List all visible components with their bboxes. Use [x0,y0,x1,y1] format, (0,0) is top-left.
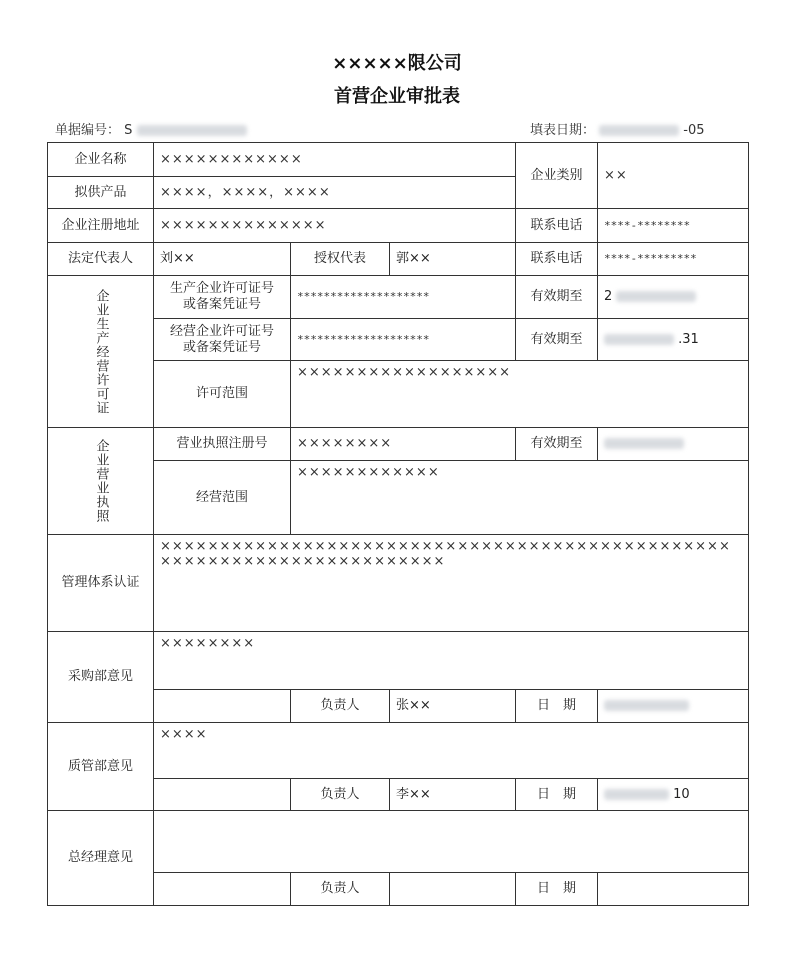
address-value: ×××××××××××××× [154,209,516,243]
gm-value [154,811,749,873]
auth-rep-value: 郭×× [390,243,516,276]
company-title: ×××××限公司 [332,53,462,74]
gm-resp-label: 负责人 [291,873,390,906]
license-section-label [48,276,154,428]
address-label: 企业注册地址 [48,209,154,243]
purchase-resp-value: 张×× [390,690,516,723]
phone-value-1: ****-******** [598,209,749,243]
biz-scope-value: ×××××××××××× [291,461,749,535]
valid-label-3: 有效期至 [516,428,598,461]
purchase-date-cell [598,690,749,723]
redacted-purchase-date [604,700,689,711]
biz-reg-value: ×××××××× [291,428,516,461]
company-type-label: 企业类别 [516,143,598,209]
company-name-label: 企业名称 [48,143,154,177]
doc-number-value: S [124,123,133,138]
valid-cell-2 [598,319,749,361]
doc-number [55,119,247,138]
op-license-label [154,319,291,361]
redacted-valid-2 [604,334,674,345]
purchase-label: 采购部意见 [48,632,154,723]
gm-date-value [598,873,749,906]
valid-cell-1 [598,276,749,319]
quality-blank [154,779,291,811]
legal-rep-value: 刘×× [154,243,291,276]
biz-reg-label: 营业执照注册号 [154,428,291,461]
quality-value: ×××× [154,723,749,779]
gm-date-label: 日 期 [516,873,598,906]
biz-scope-label: 经营范围 [154,461,291,535]
form-title: 首营企业审批表 [334,86,460,107]
op-license-value: ******************** [291,319,516,361]
purchase-value: ×××××××× [154,632,749,690]
product-label: 拟供产品 [48,177,154,209]
redacted-doc-number [137,125,247,136]
valid-label-1: 有效期至 [516,276,598,319]
quality-label: 质管部意见 [48,723,154,811]
approval-table [47,142,749,906]
license-scope-value: ×××××××××××××××××× [291,361,749,428]
op-license-line2: 或备案凭证号 [182,339,261,355]
gm-blank [154,873,291,906]
redacted-fill-date [599,125,679,136]
company-type-value: ×× [598,143,749,209]
biz-section-label [48,428,154,535]
redacted-valid-3 [604,438,684,449]
purchase-blank [154,690,291,723]
biz-section-text: 企业营业执照 [93,439,109,523]
doc-number-label: 单据编号： [55,123,121,138]
gm-label: 总经理意见 [48,811,154,906]
license-scope-label: 许可范围 [154,361,291,428]
license-section-text: 企业生产经营许可证 [93,288,109,415]
quality-date-cell [598,779,749,811]
fill-date-value: -05 [683,123,705,138]
valid-value-2: .31 [678,331,699,347]
valid-label-2: 有效期至 [516,319,598,361]
mgmt-value: ×××××××××××××××××××××××××××××××××××××××××××××××××××××××××××××××××××××××× [154,535,749,632]
quality-date-label: 日 期 [516,779,598,811]
purchase-date-label: 日 期 [516,690,598,723]
prod-license-line2: 或备案凭证号 [182,297,261,312]
prod-license-value: ******************** [291,276,516,319]
product-value: ××××，××××，×××× [154,177,516,209]
mgmt-label: 管理体系认证 [48,535,154,632]
phone-label-1: 联系电话 [516,209,598,243]
company-name-value: ×××××××××××× [154,143,516,177]
purchase-resp-label: 负责人 [291,690,390,723]
redacted-valid-1 [616,291,696,302]
phone-value-2: ****-********* [598,243,749,276]
valid-value-1: 2 [604,289,613,304]
fill-date [530,119,705,138]
op-license-line1: 经营企业许可证号 [169,323,274,339]
phone-label-2: 联系电话 [516,243,598,276]
prod-license-label [154,276,291,319]
valid-cell-3 [598,428,749,461]
quality-date-value: 10 [673,786,690,802]
prod-license-line1: 生产企业许可证号 [169,281,274,296]
gm-resp-value [390,873,516,906]
auth-rep-label: 授权代表 [291,243,390,276]
fill-date-label: 填表日期： [530,123,596,138]
quality-resp-value: 李×× [390,779,516,811]
quality-resp-label: 负责人 [291,779,390,811]
redacted-quality-date [604,789,669,800]
legal-rep-label: 法定代表人 [48,243,154,276]
